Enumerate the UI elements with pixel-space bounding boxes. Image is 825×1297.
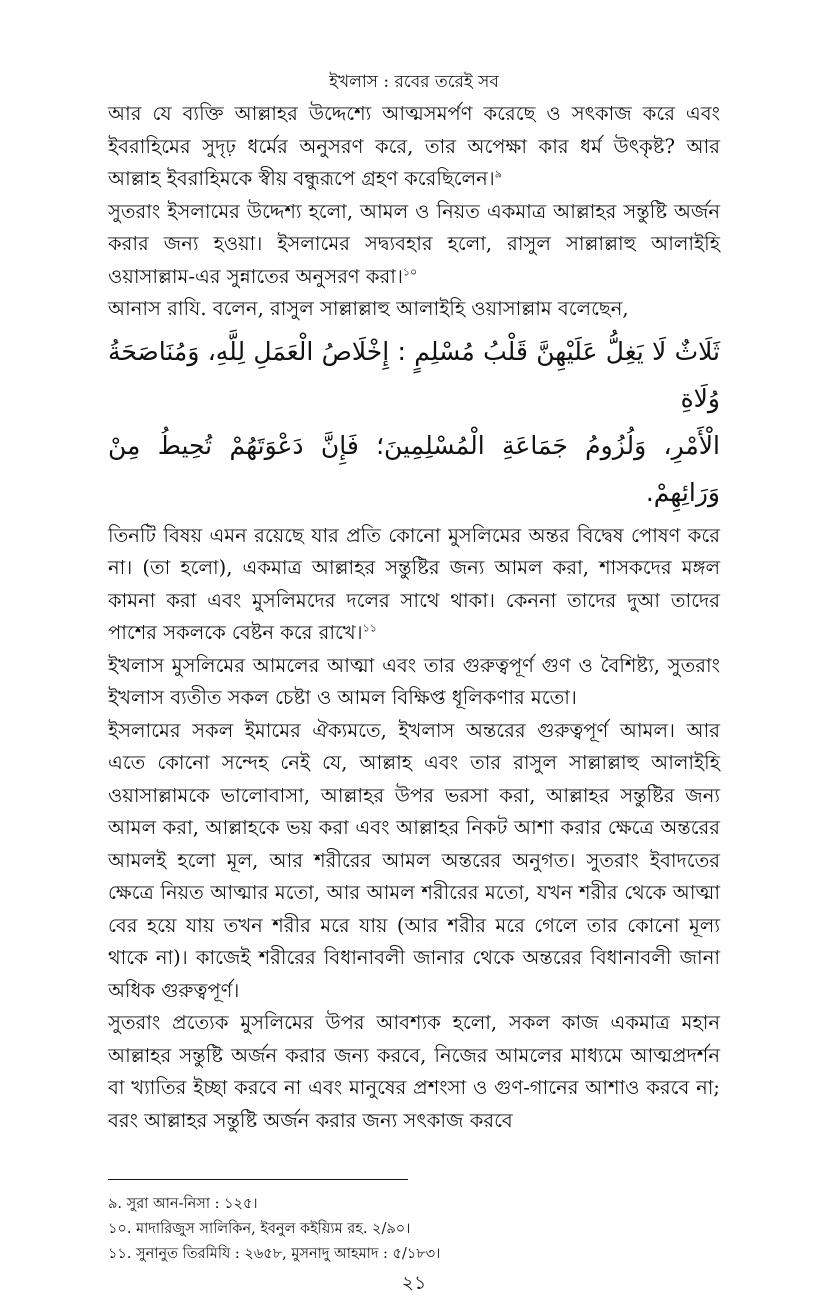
book-page	[108, 68, 720, 1297]
running-header: ইখলাস : রবের তরেই সব	[329, 72, 499, 92]
paragraph-ikhlas-soul: ইখলাস মুসলিমের আমলের আত্মা এবং তার গুরুত্বপূর্ণ গুণ ও বৈশিষ্ট্য, সুতরাং ইখলাস ব্যতীত সকল চেষ্টা ও আমল বিক্ষিপ্ত ধূলিকণার মতো।	[108, 653, 720, 709]
page-number: ২১	[401, 1272, 427, 1294]
footnote-divider	[108, 1179, 408, 1180]
paragraph-obligation: সুতরাং প্রত্যেক মুসলিমের উপর আবশ্যক হলো, সকল কাজ একমাত্র মহান আল্লাহর সন্তুষ্টি অর্জন করার জন্য করবে, নিজের আমলের মাধ্যমে আত্মপ্রদর্শন বা খ্যাতির ইচ্ছা করবে না এবং মানুষের প্রশংসা ও গুণ-গানের আশাও করবে না; বরং আল্লাহর সন্তুষ্টি অর্জন করার জন্য সৎকাজ করবে	[108, 1011, 720, 1132]
footnote-ref-11[interactable]: ১১	[362, 621, 377, 635]
footnote-ref-10[interactable]: ১০	[402, 265, 418, 278]
footnote-11: ১১. সুনানুত তিরমিযি : ২৬৫৮, মুসনাদু আহমাদ : ৫/১৮৩।	[108, 1246, 441, 1262]
paragraph-heart-deeds: ইসলামের সকল ইমামের ঐক্যমতে, ইখলাস অন্তরের গুরুত্বপূর্ণ আমল। আর এতে কোনো সন্দেহ নেই যে, আল্লাহ এবং তার রাসুল সাল্লাল্লাহু আলাইহি ওয়াসাল্লামকে ভালোবাসা, আল্লাহর উপর ভরসা করা, আল্লাহর সন্তুষ্টির জন্য আমল করা, আল্লাহকে ভয় করা এবং আল্লাহর নিকট আশা করার ক্ষেত্রে অন্তরের আমলই হলো মূল, আর শরীরের আমল অন্তরের অনুগত। সুতরাং ইবাদতের ক্ষেত্রে নিয়ত আত্মার মতো, আর আমল শরীরের মতো, যখন শরীর থেকে আত্মা বের হয়ে যায় তখন শরীর মরে যায় (আর শরীর মরে গেলে তার কোনো মূল্য থাকে না)। কাজেই শরীরের বিধানাবলী জানার থেকে অন্তরের বিধানাবলী জানা অধিক গুরুত্বপূর্ণ।	[108, 718, 720, 1002]
paragraph-purpose-of-islam: সুতরাং ইসলামের উদ্দেশ্য হলো, আমল ও নিয়ত একমাত্র আল্লাহর সন্তুষ্টি অর্জন করার জন্য হওয়া। ইসলামের সদ্ব্যবহার হলো, রাসুল সাল্লাল্লাহু আলাইহি ওয়াসাল্লাম-এর সুন্নাতের অনুসরণ করা।$^{১০}$	[108, 199, 720, 288]
footnote-10: ১০. মাদারিজুস সালিকিন, ইবনুল কইয়্যিম রহ. ২/৯০।	[108, 1221, 411, 1237]
arabic-line-2: الْأَمْرِ، وَلُزُومُ جَمَاعَةِ الْمُسْلِمِينَ؛ فَإِنَّ دَعْوَتَهُمْ تُحِيطُ مِنْ وَرَائِهِمْ.	[108, 430, 720, 507]
paragraph-hadith-intro: আনাস রাযি. বলেন, রাসুল সাল্লাল্লাহু আলাইহি ওয়াসাল্লাম বলেছেন,	[108, 297, 629, 320]
paragraph-hadith-translation: তিনটি বিষয় এমন রয়েছে যার প্রতি কোনো মুসলিমের অন্তর বিদ্বেষ পোষণ করে না। (তা হলো), একমাত্র আল্লাহর সন্তুষ্টির জন্য আমল করা, শাসকদের মঙ্গল কামনা করা এবং মুসলিমদের দলের সাথে থাকা। কেননা তাদের দুআ তাদের পাশের সকলকে বেষ্টন করে রাখে।$^{১১}$	[108, 523, 720, 644]
paragraph-quran-verse: আর যে ব্যক্তি আল্লাহর উদ্দেশ্যে আত্মসমর্পণ করেছে ও সৎকাজ করে এবং ইবরাহিমের সুদৃঢ় ধর্মের অনুসরণ করে, তার অপেক্ষা কার ধর্ম উৎকৃষ্ট? আর আল্লাহ ইবরাহিমকে স্বীয় বন্ধুরূপে গ্রহণ করেছিলেন।$^৯$	[108, 102, 720, 190]
arabic-hadith-text	[108, 328, 720, 516]
footnote-9: ৯. সুরা আন-নিসা : ১২৫।	[108, 1196, 258, 1212]
arabic-line-1: ثَلَاثٌ لَا يَغِلُّ عَلَيْهِنَّ قَلْبُ مُسْلِمٍ : إِخْلَاصُ الْعَمَلِ لِلَّهِ، وَمُنَاصَحَةُ وُلَاةِ	[108, 336, 720, 413]
footnote-ref-9[interactable]: ৯	[494, 167, 502, 181]
